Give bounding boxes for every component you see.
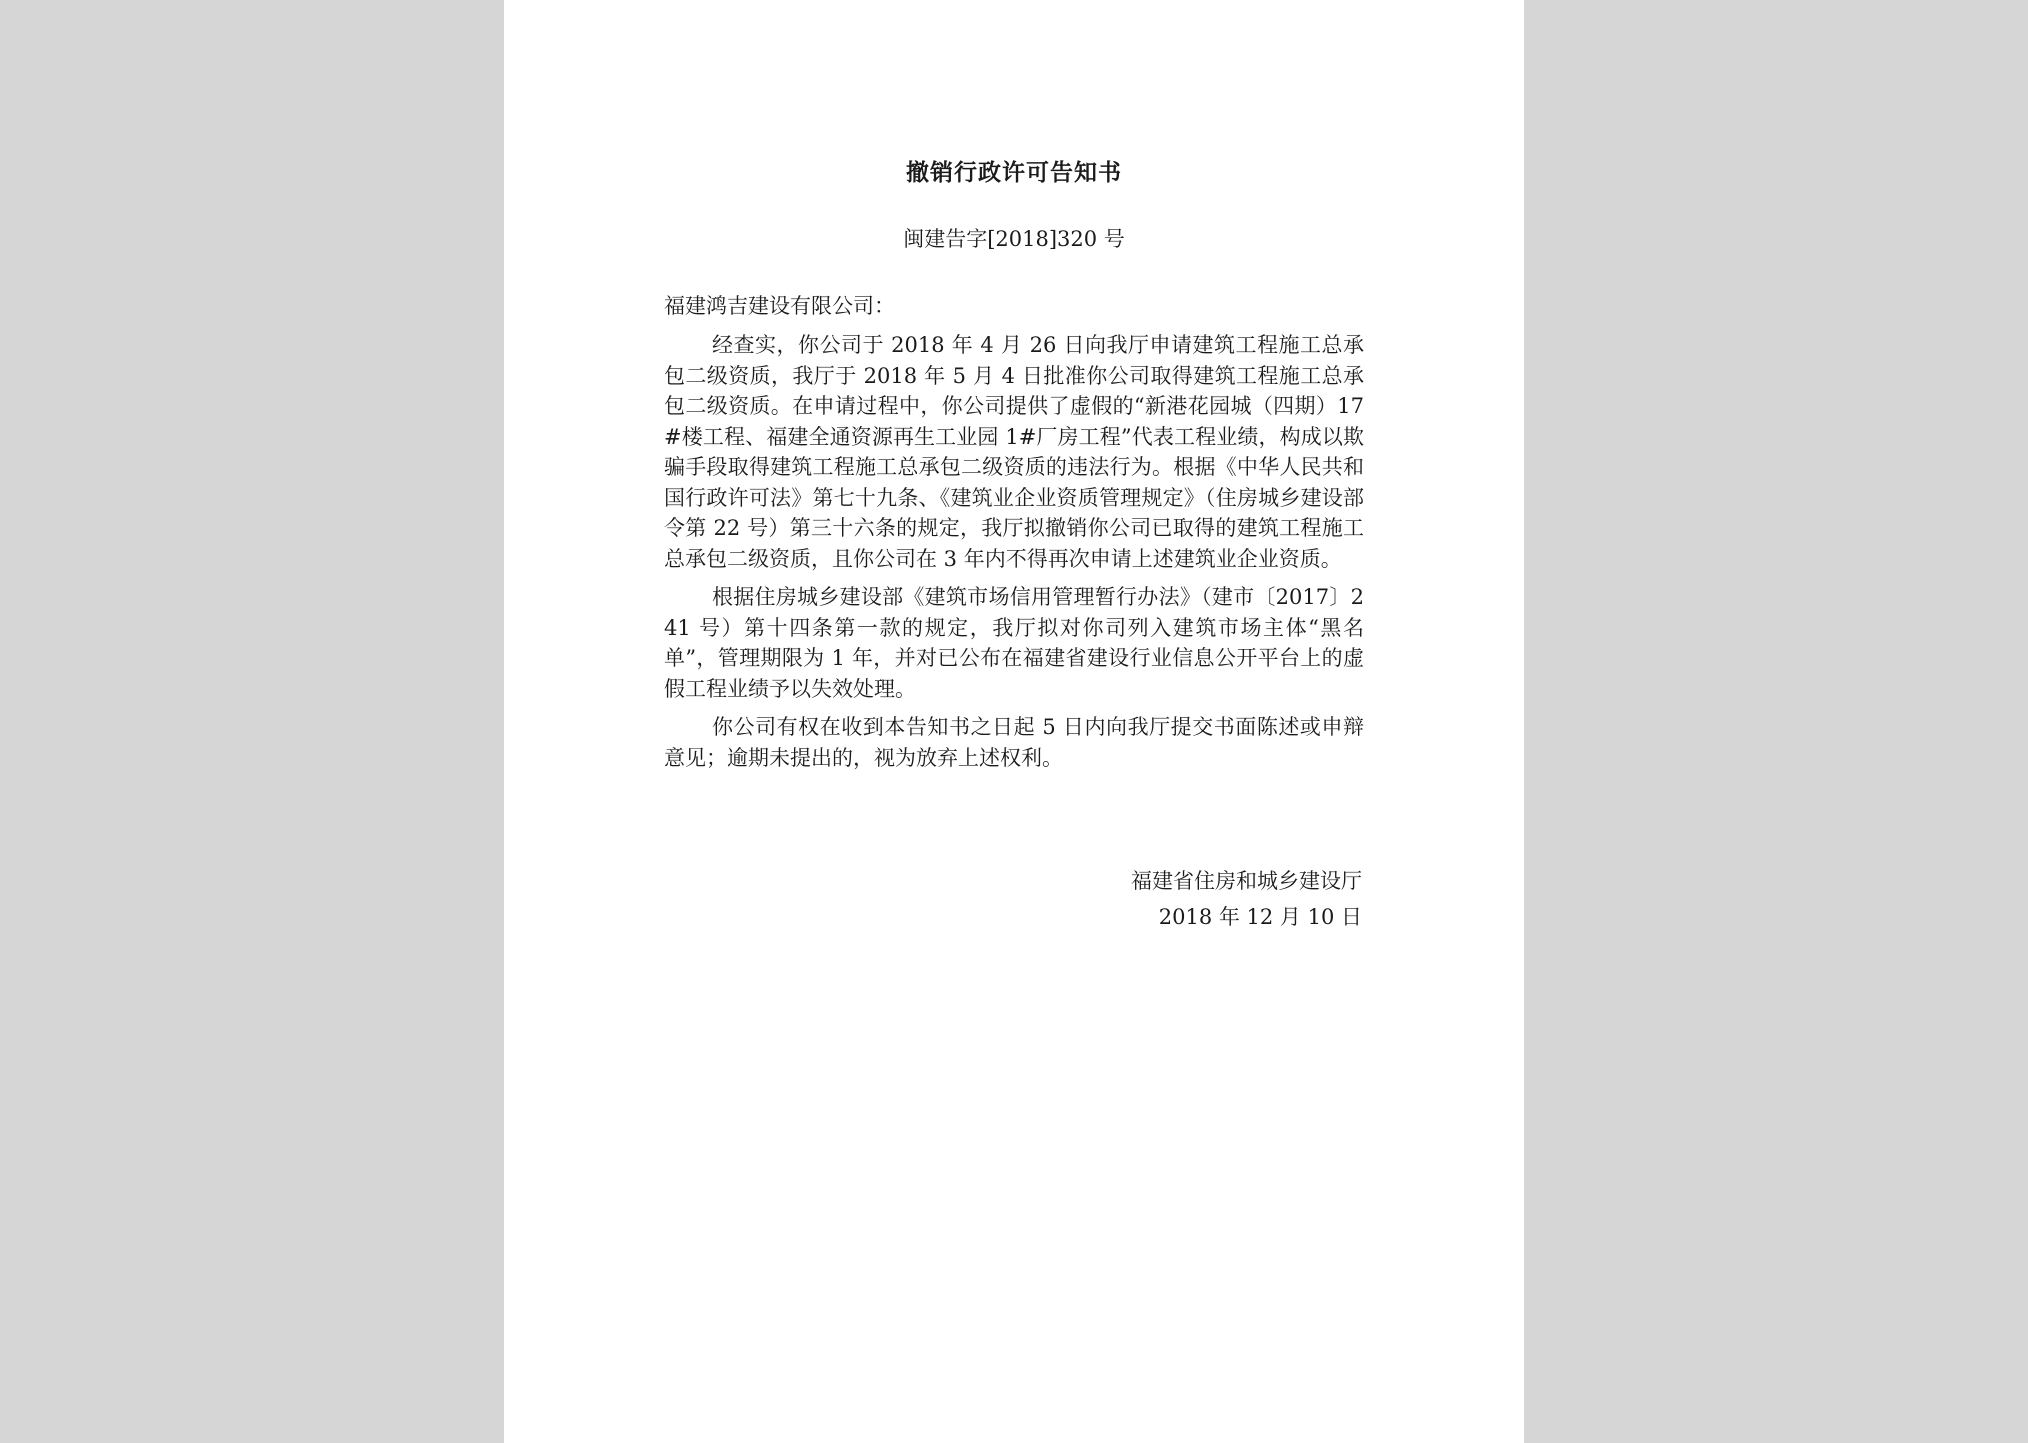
paragraph-3: 你公司有权在收到本告知书之日起 5 日内向我厅提交书面陈述或申辩意见；逾期未提出的，视为放弃上述权利。 [664, 715, 1364, 770]
paragraph-2: 根据住房城乡建设部《建筑市场信用管理暂行办法》（建市〔2017〕241 号）第十四条第一款的规定，我厅拟对你司列入建筑市场主体“黑名单”，管理期限为 1 年，并对已公布在福建省建设行业信息公开平台上的虚假工程业绩予以失效处理。 [664, 585, 1364, 701]
issue-date: 2018 年 12 月 10 日 [1158, 905, 1362, 929]
salutation: 福建鸿吉建设有限公司： [664, 294, 895, 318]
document-page [504, 0, 1524, 1443]
document-body [664, 330, 1364, 781]
signature-block [1131, 863, 1362, 935]
issuer-name: 福建省住房和城乡建设厅 [1131, 869, 1362, 893]
document-number: 闽建告字[2018]320 号 [903, 227, 1125, 251]
paragraph-1: 经查实，你公司于 2018 年 4 月 26 日向我厅申请建筑工程施工总承包二级资质，我厅于 2018 年 5 月 4 日批准你公司取得建筑工程施工总承包二级资质。在申请过程中，你公司提供了虚假的“新港花园城（四期）17#楼工程、福建全通资源再生工业园 1#厂房工程”代表工程业绩，构成以欺骗手段取得建筑工程施工总承包二级资质的违法行为。根据《中华人民共和国行政许可法》第七十九条、《建筑业企业资质管理规定》（住房城乡建设部令第 22 号）第三十六条的规定，我厅拟撤销你公司已取得的建筑工程施工总承包二级资质，且你公司在 3 年内不得再次申请上述建筑业企业资质。 [664, 333, 1364, 571]
document-title: 撤销行政许可告知书 [906, 159, 1122, 186]
